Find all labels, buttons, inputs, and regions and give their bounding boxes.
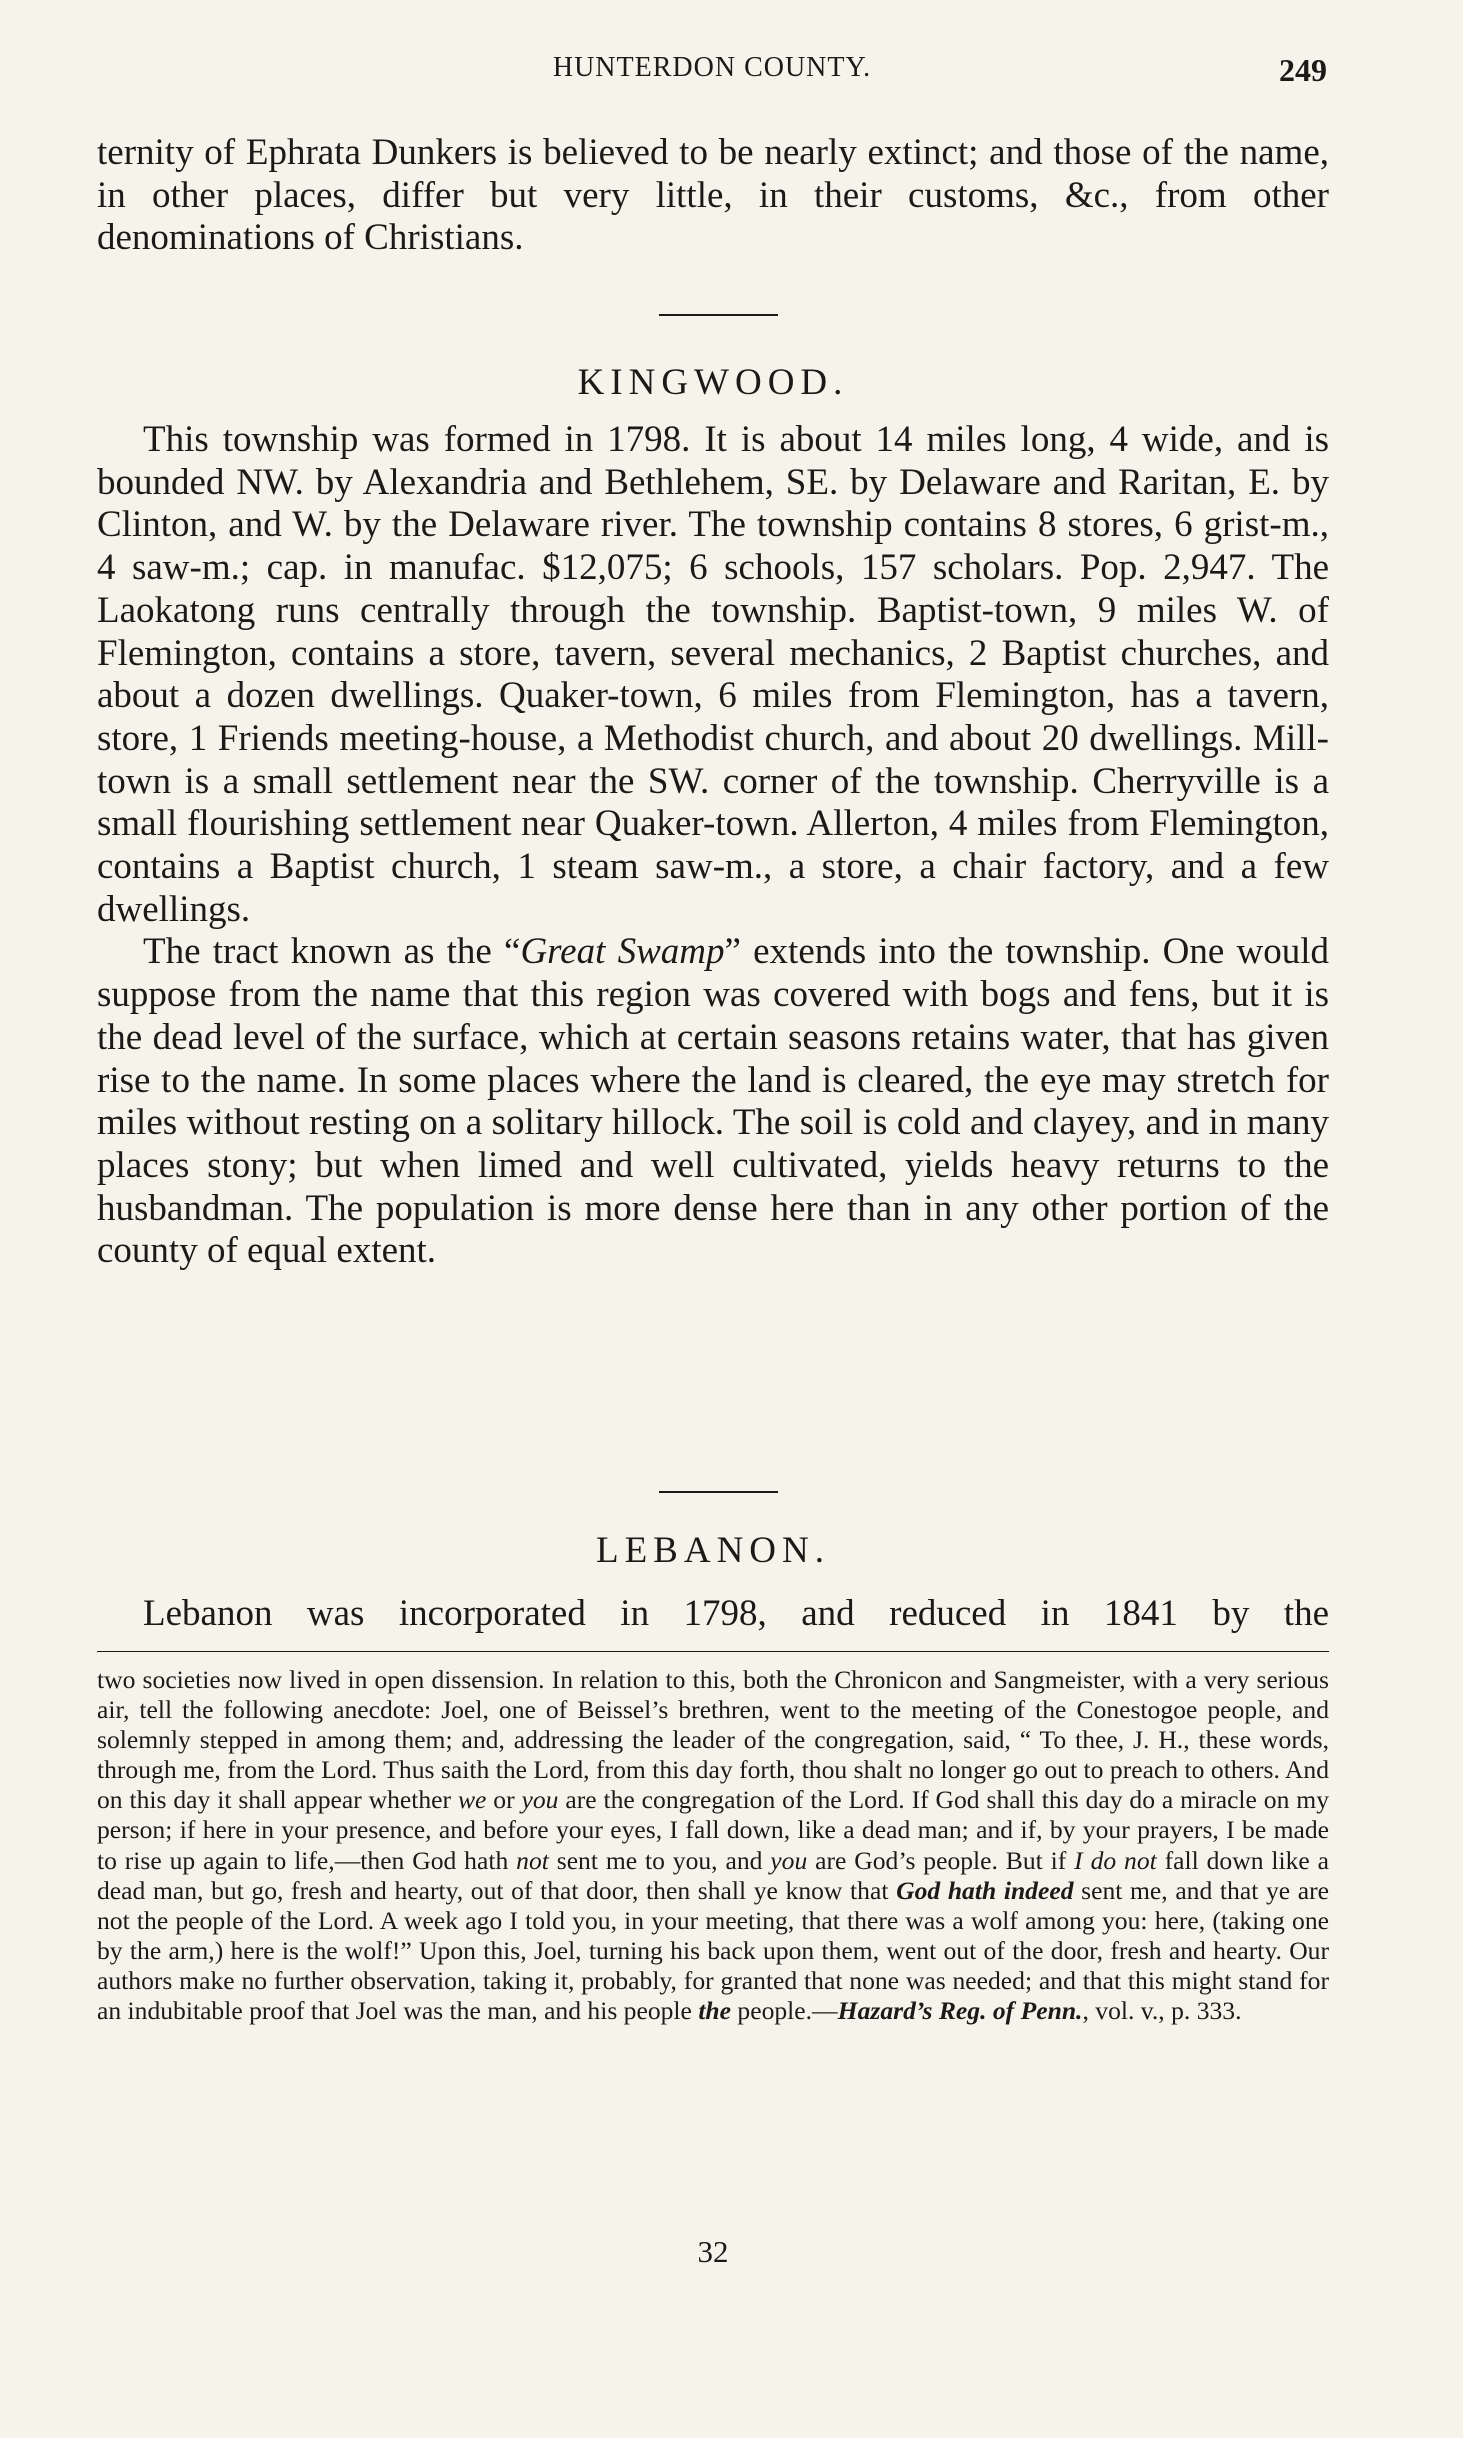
footnote-italic: you [770, 1845, 808, 1875]
kingwood-p2-start: The tract known as the “ [143, 931, 521, 973]
page-header [97, 52, 1327, 92]
intro-paragraph [97, 132, 1329, 260]
section-divider [659, 314, 778, 316]
footnote-text: two societies now lived in open dissension. In relation to this, both the Chronicon and Sangmeister, with a very serious air, tell the following anecdote: Joel, one of Beissel’s brethren, went to the meeting of the Conestogoe people, and solemnly stepped in among them; and, addressing the leader of the congregation, said, “ To thee, J. H., these words, through me, from the Lord. Thus saith the Lord, from this day forth, thou shalt no longer go out to preach to others. And on this day it shall appear whether [97, 1665, 1329, 1815]
footnote-text: are the congregation of the Lord. If God shall this day do a miracle on my person; if here in your presence, and before your eyes, I fall down, like a dead man; and if, by your prayers, I be made to rise up again to life,—then God hath [97, 1785, 1329, 1875]
great-swamp-term: Great Swamp [520, 931, 725, 973]
kingwood-p2-end: ” extends into the township. One would suppose from the name that this region was covered with bogs and fens, but it is the dead level of the surface, which at certain seasons retains water, that has given rise to the name. In some places where the land is cleared, the eye may stretch for miles without resting on a solitary hillock. The soil is cold and clayey, and in many places stony; but when limed and well cultivated, yields heavy returns to the husbandman. The population is more dense here than in any other portion of the county of equal extent. [97, 931, 1329, 1272]
footnote-italic: I do not [1074, 1845, 1157, 1875]
heading-kingwood: KINGWOOD. [577, 362, 849, 403]
running-head: HUNTERDON COUNTY. [552, 52, 872, 83]
kingwood-body [97, 419, 1329, 1273]
footnote-italic: not [516, 1845, 549, 1875]
heading-lebanon: LEBANON. [595, 1530, 830, 1571]
footnote-text: sent me, and that ye are not the people of the Lord. A week ago I told you, in your meeting, that there was a wolf among you: here, (taking one by the arm,) here is the wolf!” Upon this, Joel, turning his back upon them, went out of the door, fresh and hearty. Our authors make no further observation, taking it, probably, for granted that none was needed; and that this might stand for an indubitable proof that Joel was the man, and his people [97, 1875, 1329, 2026]
kingwood-paragraph-2 [97, 931, 1329, 1273]
lebanon-body [97, 1593, 1329, 1636]
section-divider [659, 1491, 778, 1493]
footnote-text: or [486, 1785, 522, 1815]
page-number: 249 [1279, 52, 1327, 88]
footnote-italic: we [457, 1785, 487, 1815]
footnote-bold-italic: God hath indeed [896, 1875, 1074, 1905]
footnote-text: sent me to you, and [548, 1845, 771, 1875]
signature-mark: 32 [697, 2234, 729, 2269]
footnote-rule [97, 1651, 1329, 1652]
kingwood-paragraph-1: This township was formed in 1798. It is about 14 miles long, 4 wide, and is bounded NW. by Alexandria and Bethlehem, SE. by Delaware and Raritan, E. by Clinton, and W. by the Delaware river. The township contains 8 stores, 6 grist-m., 4 saw-m.; cap. in manufac. $12,075; 6 schools, 157 scholars. Pop. 2,947. The Laokatong runs centrally through the township. Baptist-town, 9 miles W. of Flemington, contains a store, tavern, several mechanics, 2 Baptist churches, and about a dozen dwellings. Quaker-town, 6 miles from Flemington, has a tavern, store, 1 Friends meeting-house, a Methodist church, and about 20 dwellings. Mill-town is a small settlement near the SW. corner of the township. Cherryville is a small flourishing settlement near Quaker-town. Allerton, 4 miles from Flemington, contains a Baptist church, 1 steam saw-m., a store, a chair factory, and a few dwellings. [97, 419, 1329, 930]
footnote-text: are God’s people. But if [807, 1845, 1075, 1875]
footnote [97, 1665, 1329, 2026]
citation-title: Hazard’s Reg. of Penn. [837, 1996, 1083, 2026]
footnote-italic: you [521, 1785, 559, 1815]
footnote-text: fall down like a dead man, but go, fresh and hearty, out of that door, then shall ye know that [97, 1845, 1330, 1905]
intro-text: ternity of Ephrata Dunkers is believed to be nearly extinct; and those of the name, in other places, differ but very little, in their customs, &c., from other denominations of Christians. [97, 132, 1329, 259]
lebanon-text: Lebanon was incorporated in 1798, and reduced in 1841 by the [143, 1593, 1329, 1634]
footnote-text: people.— [731, 1996, 838, 2026]
footnote-bold-italic: the [698, 1996, 732, 2026]
footnote-text: , vol. v., p. 333. [1082, 1996, 1242, 2026]
